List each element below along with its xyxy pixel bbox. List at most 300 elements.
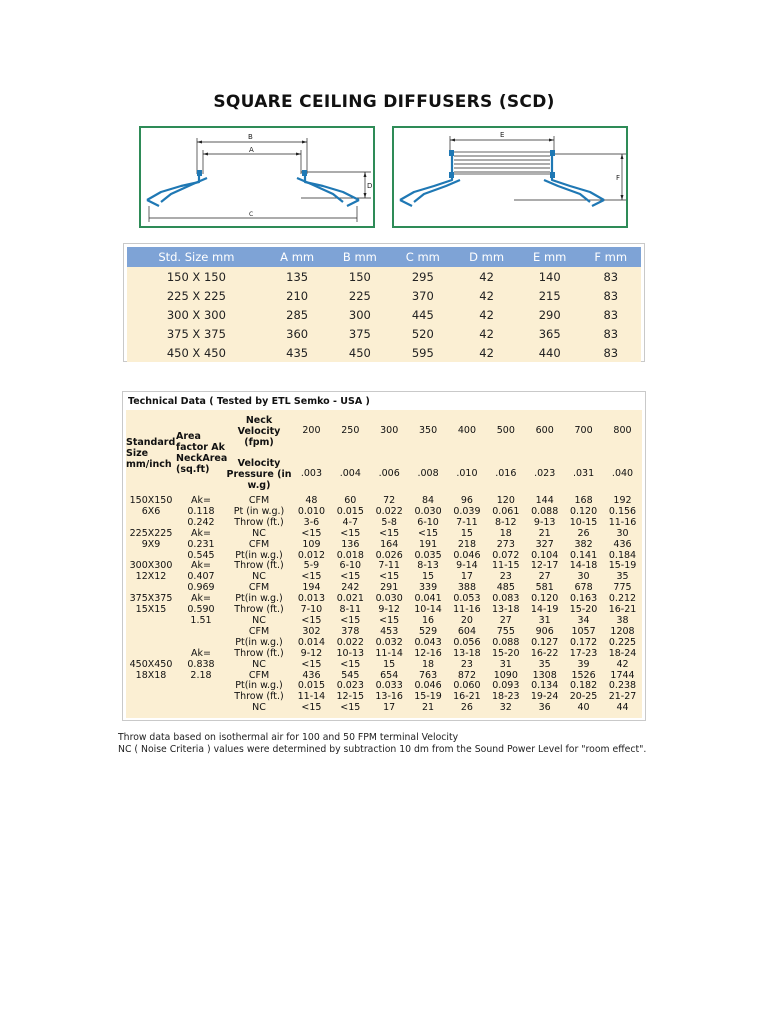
dimension-cell: 445	[391, 305, 454, 324]
metric-value-cell: 0.141	[569, 549, 598, 561]
dimension-cell: 83	[581, 343, 641, 362]
metric-value-cell: 35	[616, 571, 629, 583]
standard-size-cell	[126, 616, 176, 627]
metric-value-cell: 12-16	[414, 647, 442, 659]
page-title: SQUARE CEILING DIFFUSERS (SCD)	[213, 92, 555, 112]
metric-value-cell: 31	[499, 658, 512, 670]
metric-value-cell: 0.010	[297, 505, 326, 517]
dimension-cell: 42	[454, 343, 519, 362]
metric-value-cell: 13-16	[375, 691, 403, 703]
dimension-cell: 210	[266, 286, 329, 305]
metric-value-cell: 5-8	[381, 516, 397, 528]
metric-value-cell: <15	[340, 527, 361, 539]
technical-data-table	[126, 410, 642, 714]
metric-value-cell: 96	[460, 495, 473, 506]
metric-value-cell: 0.035	[414, 549, 442, 561]
metric-value-cell: 8-13	[417, 560, 439, 572]
metric-value-cell: 0.238	[608, 680, 637, 692]
metric-value-cell: 5-9	[303, 560, 320, 572]
metric-value-cell: 0.046	[453, 549, 481, 561]
metric-value-cell: 35	[538, 658, 551, 670]
metric-value-cell: 4-7	[342, 516, 359, 528]
velocity-value: 400	[457, 424, 476, 436]
area-factor-cell: 1.51	[190, 614, 212, 626]
dimension-cell: 83	[581, 286, 641, 305]
standard-size-cell: 450X450	[129, 658, 173, 670]
metric-label-cell: Pt (in w.g.)	[233, 505, 285, 517]
area-factor-cell: Ak=	[191, 560, 211, 572]
metric-value-cell: 12-15	[336, 691, 365, 703]
area-factor-header: Area factor Ak NeckArea (sq.ft)	[176, 431, 228, 475]
velocity-value: 300	[380, 424, 399, 436]
metric-value-cell: <15	[301, 702, 322, 714]
size-table-header: E mm	[519, 247, 581, 267]
metric-value-cell: <15	[379, 614, 400, 626]
metric-value-cell: 0.014	[297, 636, 326, 648]
size-table-header: C mm	[391, 247, 454, 267]
metric-value-cell: 42	[616, 658, 629, 670]
metric-value-cell: 36	[538, 702, 551, 714]
label-d: D	[367, 182, 373, 190]
metric-value-cell: 7-11	[456, 516, 478, 528]
metric-value-cell: 0.021	[336, 593, 364, 605]
area-factor-cell: Ak=	[191, 527, 211, 539]
metric-value-cell: 120	[496, 495, 515, 506]
metric-value-cell: 0.015	[297, 680, 326, 692]
metric-value-cell: 1090	[493, 669, 518, 681]
metric-value-cell: 654	[380, 669, 399, 681]
metric-value-cell: 16-22	[530, 647, 559, 659]
metric-value-cell: 755	[496, 625, 515, 637]
metric-value-cell: <15	[340, 658, 361, 670]
metric-value-cell: 11-14	[375, 647, 403, 659]
size-cell: 150 X 150	[127, 267, 266, 286]
standard-size-cell: 12X12	[135, 571, 167, 583]
note-nc: NC ( Noise Criteria ) values were determined by subtraction 10 dm from the Sound Power Level for "room effect".	[118, 743, 647, 755]
metric-value-cell: 0.022	[336, 636, 364, 648]
metric-value-cell: 17	[460, 571, 473, 583]
dimension-cell: 42	[454, 267, 519, 286]
metric-value-cell: <15	[379, 571, 400, 583]
size-table-container	[123, 243, 645, 362]
metric-value-cell: 0.104	[531, 549, 559, 561]
dimension-cell: 435	[266, 343, 329, 362]
metric-label-cell: NC	[252, 614, 266, 626]
metric-value-cell: 0.039	[453, 505, 481, 517]
metric-value-cell: 388	[457, 582, 476, 594]
size-table-header: A mm	[266, 247, 329, 267]
metric-value-cell: <15	[418, 527, 439, 539]
metric-value-cell: 0.056	[453, 636, 481, 648]
metric-value-cell: 15	[460, 527, 473, 539]
metric-value-cell: 17-23	[569, 647, 598, 659]
dimension-cell: 225	[329, 286, 392, 305]
metric-value-cell: 40	[577, 702, 590, 714]
metric-value-cell: 6-10	[417, 516, 439, 528]
dimension-cell: 42	[454, 286, 519, 305]
size-cell: 225 X 225	[127, 286, 266, 305]
dimension-cell: 450	[329, 343, 392, 362]
metric-value-cell: 26	[577, 527, 590, 539]
standard-size-header: Standard Size mm/inch	[126, 436, 176, 470]
metric-value-cell: 21-27	[608, 691, 637, 703]
dimension-cell: 295	[391, 267, 454, 286]
metric-value-cell: 8-11	[339, 604, 362, 616]
standard-size-cell: 6X6	[141, 505, 161, 517]
metric-label-cell: Pt(in w.g.)	[235, 636, 283, 648]
metric-value-cell: 15-20	[492, 647, 520, 659]
technical-data-heading: Technical Data ( Tested by ETL Semko - USA )	[126, 395, 642, 409]
metric-value-cell: 12-17	[530, 560, 559, 572]
metric-value-cell: 13-18	[453, 647, 481, 659]
metric-value-cell: 0.015	[336, 505, 364, 517]
metric-value-cell: 436	[613, 538, 632, 550]
metric-value-cell: 0.225	[608, 636, 637, 648]
metric-value-cell: 27	[538, 571, 551, 583]
velocity-value: 200	[302, 424, 321, 436]
metric-value-cell: 191	[418, 538, 438, 550]
metric-value-cell: 34	[577, 614, 590, 626]
dimension-cell: 150	[329, 267, 392, 286]
velocity-value: 800	[613, 424, 632, 436]
area-factor-cell: 0.231	[187, 538, 215, 550]
label-c: C	[249, 211, 254, 218]
metric-value-cell: 21	[422, 702, 435, 714]
metric-value-cell: 1057	[571, 625, 596, 637]
technical-data-grid	[126, 410, 642, 718]
dimension-cell: 42	[454, 305, 519, 324]
metric-value-cell: <15	[301, 658, 322, 670]
metric-value-cell: 9-12	[378, 604, 400, 616]
technical-data-row	[126, 703, 642, 714]
metric-value-cell: 10-14	[414, 604, 442, 616]
pressure-value: .003	[300, 467, 323, 479]
metric-value-cell: 15	[422, 571, 435, 583]
metric-label-cell: CFM	[248, 495, 270, 506]
metric-value-cell: 14-19	[530, 604, 559, 616]
metric-value-cell: 1744	[610, 669, 635, 681]
metric-value-cell: 378	[341, 625, 360, 637]
metric-value-cell: 48	[305, 495, 318, 506]
standard-size-cell	[126, 638, 176, 649]
metric-value-cell: 16	[422, 614, 435, 626]
standard-size-cell	[126, 692, 176, 703]
metric-label-cell: Pt(in w.g.)	[235, 680, 283, 692]
metric-value-cell: 26	[460, 702, 473, 714]
metric-value-cell: <15	[379, 527, 400, 539]
size-table	[127, 247, 641, 362]
size-table-row	[127, 343, 641, 362]
metric-value-cell: <15	[301, 614, 322, 626]
label-f: F	[616, 174, 621, 182]
metric-value-cell: 19-24	[530, 691, 559, 703]
technical-data-row	[126, 649, 642, 660]
velocity-value: 250	[341, 424, 360, 436]
dimension-cell: 83	[581, 324, 641, 343]
metric-value-cell: 15-19	[414, 691, 442, 703]
metric-value-cell: 27	[499, 614, 512, 626]
metric-value-cell: 302	[302, 625, 321, 637]
metric-label-cell: Throw (ft.)	[234, 560, 284, 572]
dimension-cell: 140	[519, 267, 581, 286]
metric-value-cell: 17	[383, 702, 396, 714]
metric-value-cell: 30	[616, 527, 629, 539]
metric-value-cell: 0.072	[492, 549, 520, 561]
standard-size-cell: 375X375	[129, 593, 173, 605]
metric-value-cell: 485	[496, 582, 515, 594]
size-table-header: Std. Size mm	[127, 247, 266, 267]
metric-value-cell: 15	[383, 658, 396, 670]
neck-velocity-header: Neck Velocity (fpm)	[237, 414, 281, 448]
metric-value-cell: 72	[383, 495, 396, 506]
standard-size-cell: 225X225	[129, 527, 173, 539]
metric-value-cell: 0.060	[453, 680, 481, 692]
area-factor-cell: 0.118	[187, 505, 215, 517]
metric-value-cell: 0.012	[297, 549, 326, 561]
dimension-cell: 215	[519, 286, 581, 305]
metric-value-cell: 21	[538, 527, 551, 539]
metric-value-cell: <15	[340, 614, 361, 626]
metric-value-cell: 0.156	[608, 505, 637, 517]
area-factor-cell	[176, 703, 226, 714]
metric-label-cell: NC	[252, 702, 266, 714]
dimension-cell: 375	[329, 324, 392, 343]
dimension-cell: 440	[519, 343, 581, 362]
area-factor-cell: 0.969	[187, 582, 215, 594]
metric-value-cell: 194	[302, 582, 321, 594]
area-factor-cell: Ak=	[191, 593, 211, 605]
metric-label-cell: CFM	[248, 669, 270, 681]
size-table-row	[127, 286, 641, 305]
standard-size-cell	[126, 703, 176, 714]
pressure-value: .040	[611, 467, 634, 479]
metric-value-cell: 6-10	[339, 560, 362, 572]
dimension-cell: 290	[519, 305, 581, 324]
metric-value-cell: 15-20	[569, 604, 598, 616]
metric-value-cell: 0.127	[531, 636, 559, 648]
notes	[118, 732, 648, 755]
metric-value-cell: 327	[535, 538, 554, 550]
metric-value-cell: 453	[380, 625, 399, 637]
metric-value-cell: 23	[460, 658, 473, 670]
metric-label-cell: Throw (ft.)	[234, 691, 284, 703]
standard-size-cell	[126, 627, 176, 638]
metric-value-cell: 763	[418, 669, 438, 681]
standard-size-cell	[126, 681, 176, 692]
diffuser-section-diagram	[139, 126, 375, 228]
metric-value-cell: 14-18	[569, 560, 598, 572]
metric-label-cell: NC	[252, 527, 266, 539]
technical-data-row	[126, 540, 642, 551]
dimension-cell: 370	[391, 286, 454, 305]
metric-value-cell: 10-13	[336, 647, 365, 659]
metric-value-cell: 0.043	[414, 636, 442, 648]
metric-value-cell: 0.093	[492, 680, 520, 692]
pressure-value: .008	[417, 467, 439, 479]
metric-label-cell: Throw (ft.)	[234, 516, 284, 528]
metric-value-cell: 545	[341, 669, 360, 681]
metric-value-cell: 339	[418, 582, 438, 594]
metric-value-cell: 11-16	[453, 604, 481, 616]
metric-value-cell: 0.018	[336, 549, 364, 561]
label-b: B	[248, 133, 253, 141]
metric-value-cell: 15-19	[608, 560, 637, 572]
metric-value-cell: 0.083	[492, 593, 520, 605]
metric-value-cell: 273	[496, 538, 515, 550]
metric-value-cell: 11-16	[608, 516, 637, 528]
metric-label-cell: CFM	[248, 538, 270, 550]
label-e: E	[500, 131, 505, 139]
dimension-cell: 365	[519, 324, 581, 343]
metric-label-cell: Throw (ft.)	[234, 647, 284, 659]
dimension-cell: 42	[454, 324, 519, 343]
pressure-value: .023	[534, 467, 556, 479]
velocity-value: 500	[496, 424, 515, 436]
metric-value-cell: 60	[344, 495, 357, 506]
area-factor-cell	[176, 627, 226, 638]
size-table-row	[127, 324, 641, 343]
metric-label-cell: Pt(in w.g.)	[235, 593, 283, 605]
metric-label-cell: Pt(in w.g.)	[235, 549, 283, 561]
dimension-cell: 520	[391, 324, 454, 343]
technical-data-row	[126, 529, 642, 540]
label-a: A	[249, 146, 254, 154]
note-throw: Throw data based on isothermal air for 100 and 50 FPM terminal Velocity	[118, 732, 459, 743]
metric-label-cell: Throw (ft.)	[234, 604, 284, 616]
metric-value-cell: 16-21	[608, 604, 637, 616]
velocity-value: 700	[574, 424, 593, 436]
dimension-cell: 595	[391, 343, 454, 362]
area-factor-cell: 0.242	[187, 516, 215, 528]
velocity-value: 350	[418, 424, 438, 436]
metric-value-cell: 0.134	[531, 680, 559, 692]
metric-value-cell: 0.184	[608, 549, 637, 561]
metric-value-cell: 0.120	[531, 593, 559, 605]
metric-value-cell: <15	[301, 527, 322, 539]
metric-value-cell: 168	[574, 495, 593, 506]
velocity-pressure-header: Velocity Pressure (in w.g)	[226, 457, 292, 491]
size-table-header: D mm	[454, 247, 519, 267]
metric-value-cell: 0.013	[297, 593, 326, 605]
dimension-cell: 83	[581, 267, 641, 286]
metric-value-cell: 0.172	[569, 636, 598, 648]
metric-value-cell: 8-12	[495, 516, 517, 528]
area-factor-cell: Ak=	[191, 647, 211, 659]
area-factor-cell: 0.407	[187, 571, 215, 583]
size-cell: 300 X 300	[127, 305, 266, 324]
metric-value-cell: 0.030	[375, 593, 403, 605]
standard-size-cell	[126, 649, 176, 660]
metric-value-cell: 144	[535, 495, 554, 506]
metric-value-cell: <15	[340, 571, 361, 583]
metric-value-cell: 872	[457, 669, 476, 681]
metric-value-cell: 0.053	[453, 593, 481, 605]
dimension-cell: 135	[266, 267, 329, 286]
metric-value-cell: 0.163	[569, 593, 598, 605]
standard-size-cell: 15X15	[135, 604, 167, 616]
velocity-value: 600	[535, 424, 554, 436]
metric-value-cell: 109	[302, 538, 321, 550]
metric-value-cell: 7-11	[378, 560, 400, 572]
area-factor-cell: Ak=	[191, 495, 211, 506]
metric-label-cell: NC	[252, 658, 266, 670]
area-factor-cell	[176, 692, 226, 703]
metric-value-cell: 30	[577, 571, 590, 583]
metric-value-cell: 0.022	[375, 505, 403, 517]
metric-value-cell: 0.061	[492, 505, 520, 517]
metric-value-cell: 18	[422, 658, 435, 670]
metric-value-cell: 0.030	[414, 505, 442, 517]
metric-value-cell: 218	[457, 538, 476, 550]
standard-size-cell: 150X150	[129, 495, 173, 506]
area-factor-cell	[176, 681, 226, 692]
size-table-row	[127, 267, 641, 286]
metric-value-cell: 20-25	[569, 691, 598, 703]
metric-value-cell: 0.033	[375, 680, 403, 692]
metric-value-cell: 9-12	[300, 647, 323, 659]
metric-value-cell: 0.120	[569, 505, 598, 517]
metric-value-cell: 7-10	[300, 604, 323, 616]
metric-value-cell: 0.026	[375, 549, 403, 561]
pressure-value: .010	[456, 467, 478, 479]
metric-value-cell: 18-23	[492, 691, 520, 703]
metric-label-cell: CFM	[248, 625, 270, 637]
standard-size-cell: 300X300	[129, 560, 173, 572]
metric-value-cell: 0.023	[336, 680, 364, 692]
metric-value-cell: 382	[574, 538, 593, 550]
size-table-header-row	[127, 247, 641, 267]
dimension-cell: 300	[329, 305, 392, 324]
metric-value-cell: 604	[457, 625, 476, 637]
size-table-header: B mm	[329, 247, 392, 267]
metric-value-cell: 0.182	[569, 680, 598, 692]
area-factor-cell: 2.18	[190, 669, 212, 681]
standard-size-cell: 9X9	[141, 538, 161, 550]
metric-value-cell: 38	[616, 614, 629, 626]
metric-value-cell: 164	[380, 538, 399, 550]
technical-data-container	[122, 391, 646, 721]
metric-value-cell: 18	[499, 527, 512, 539]
metric-value-cell: 84	[422, 495, 435, 506]
metric-value-cell: 678	[574, 582, 593, 594]
metric-value-cell: 44	[616, 702, 629, 714]
metric-value-cell: 0.088	[531, 505, 559, 517]
metric-value-cell: 1208	[610, 625, 635, 637]
metric-value-cell: 529	[418, 625, 438, 637]
metric-value-cell: 13-18	[492, 604, 520, 616]
metric-value-cell: 0.032	[375, 636, 403, 648]
pressure-value: .004	[339, 467, 361, 479]
metric-value-cell: 1526	[571, 669, 596, 681]
metric-value-cell: 242	[341, 582, 360, 594]
size-cell: 450 X 450	[127, 343, 266, 362]
area-factor-cell: 0.590	[187, 604, 215, 616]
metric-value-cell: <15	[301, 571, 322, 583]
size-cell: 375 X 375	[127, 324, 266, 343]
size-table-header: F mm	[581, 247, 641, 267]
metric-value-cell: 0.212	[608, 593, 637, 605]
metric-value-cell: 0.046	[414, 680, 442, 692]
pressure-value: .016	[495, 467, 517, 479]
metric-value-cell: 9-13	[533, 516, 556, 528]
metric-value-cell: 581	[535, 582, 554, 594]
metric-value-cell: 10-15	[569, 516, 598, 528]
metric-value-cell: 3-6	[303, 516, 320, 528]
metric-value-cell: 23	[499, 571, 512, 583]
technical-data-row	[126, 660, 642, 671]
metric-value-cell: 39	[577, 658, 590, 670]
standard-size-cell: 18X18	[135, 669, 167, 681]
